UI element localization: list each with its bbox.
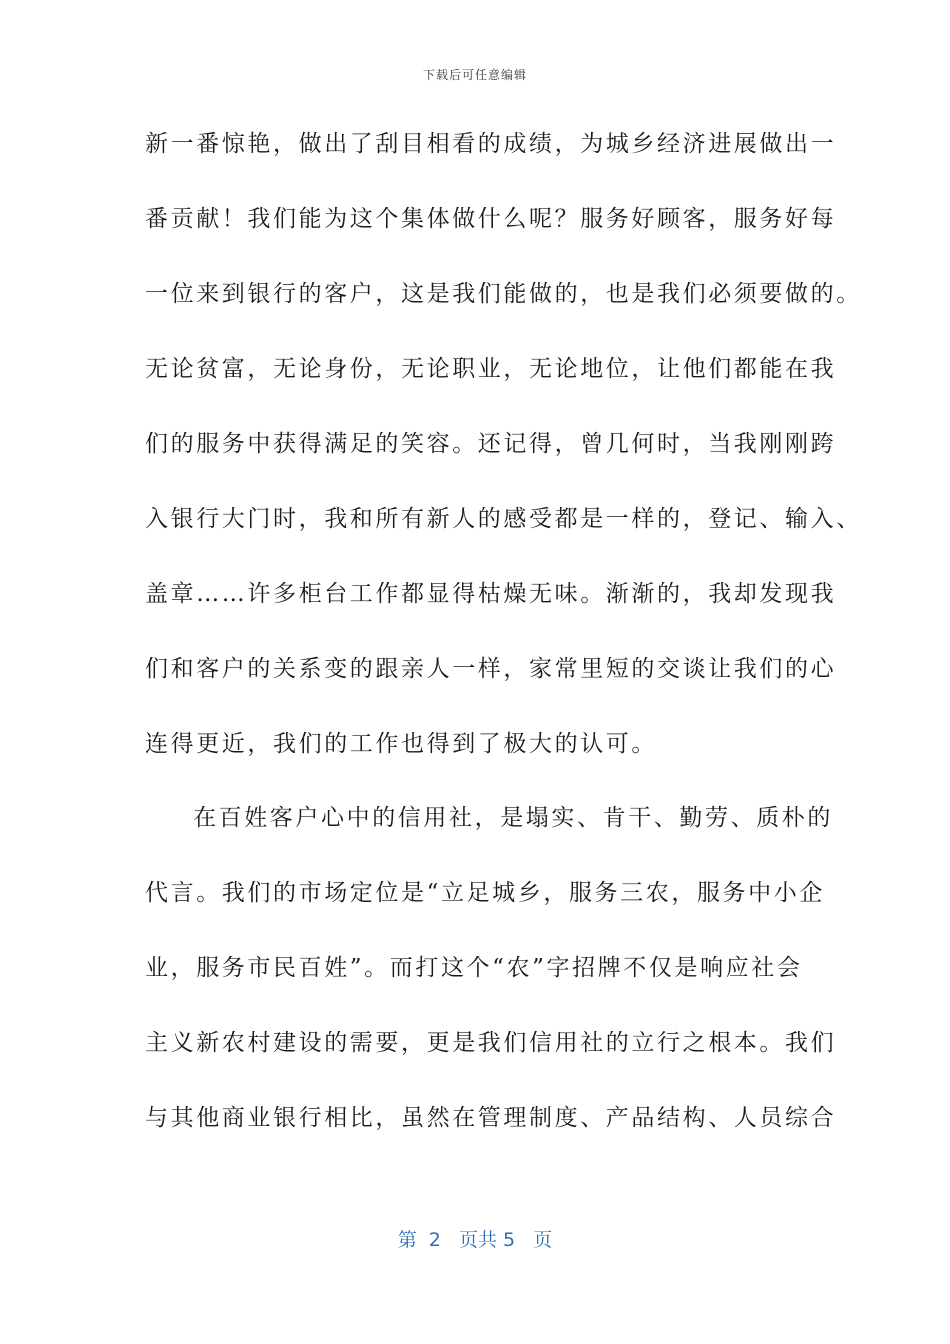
paragraph-1-line-8: 们和客户的关系变的跟亲人一样，家常里短的交谈让我们的心 (145, 656, 837, 682)
paragraph-2-line-5: 与其他商业银行相比，虽然在管理制度、产品结构、人员综合 (145, 1105, 837, 1131)
paragraph-1-line-3: 一位来到银行的客户，这是我们能做的，也是我们必须要做的。 (145, 281, 862, 307)
page-header: 下载后可任意编辑 (422, 68, 527, 82)
paragraph-1-line-9: 连得更近，我们的工作也得到了极大的认可。 (145, 731, 657, 757)
paragraph-2-line-2: 代言。我们的市场定位是“立足城乡，服务三农，服务中小企 (145, 880, 825, 906)
paragraph-1-line-1: 新一番惊艳，做出了刮目相看的成绩，为城乡经济进展做出一 (145, 131, 837, 157)
paragraph-2-line-1: 在百姓客户心中的信用社，是塌实、肯干、勤劳、质朴的 (193, 805, 833, 831)
paragraph-1-line-5: 们的服务中获得满足的笑容。还记得，曾几何时，当我刚刚跨 (145, 431, 837, 457)
paragraph-2-line-4: 主义新农村建设的需要，更是我们信用社的立行之根本。我们 (145, 1030, 837, 1056)
page-number-footer: 第 2 页共 5 页 (397, 1229, 553, 1251)
paragraph-1-line-2: 番贡献！我们能为这个集体做什么呢？服务好顾客，服务好每 (145, 206, 837, 232)
paragraph-1-line-6: 入银行大门时，我和所有新人的感受都是一样的，登记、输入、 (145, 506, 862, 532)
paragraph-1-line-4: 无论贫富，无论身份，无论职业，无论地位，让他们都能在我 (145, 356, 837, 382)
paragraph-2-line-3: 业，服务市民百姓”。而打这个“农”字招牌不仅是响应社会 (145, 955, 803, 981)
paragraph-1-line-7: 盖章……许多柜台工作都显得枯燥无味。渐渐的，我却发现我 (145, 581, 837, 607)
